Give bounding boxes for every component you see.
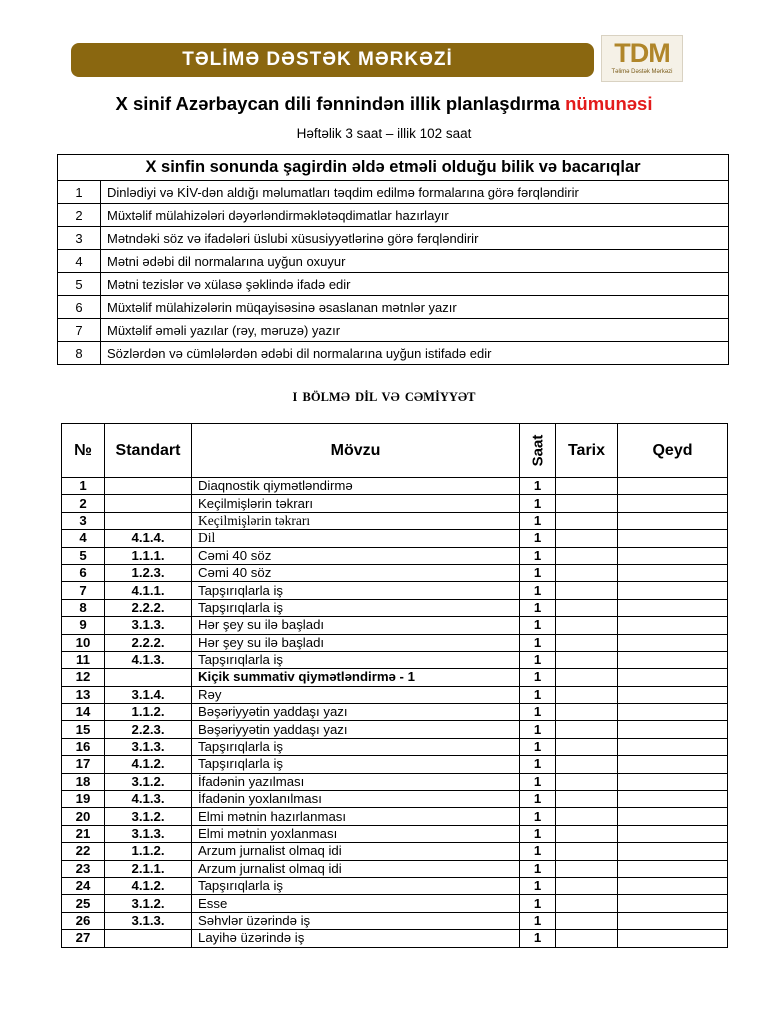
row-number: 10 xyxy=(62,634,105,651)
plan-row xyxy=(62,478,728,495)
row-hours: 1 xyxy=(520,599,556,616)
plan-row xyxy=(62,791,728,808)
plan-header-row xyxy=(62,424,728,478)
objective-row xyxy=(58,181,729,204)
row-note xyxy=(618,530,728,547)
row-topic: İfadənin yoxlanılması xyxy=(192,791,520,808)
row-date xyxy=(556,773,618,790)
row-date xyxy=(556,860,618,877)
objective-row xyxy=(58,250,729,273)
row-hours: 1 xyxy=(520,582,556,599)
row-topic: Bəşəriyyətin yaddaşı yazı xyxy=(192,721,520,738)
row-number: 25 xyxy=(62,895,105,912)
row-standart: 3.1.2. xyxy=(105,895,192,912)
row-hours: 1 xyxy=(520,512,556,529)
row-note xyxy=(618,721,728,738)
row-number: 15 xyxy=(62,721,105,738)
page-title-highlight: nümunəsi xyxy=(565,93,653,114)
plan-row xyxy=(62,686,728,703)
objective-row xyxy=(58,227,729,250)
row-standart: 2.2.3. xyxy=(105,721,192,738)
row-number: 14 xyxy=(62,704,105,721)
row-date xyxy=(556,495,618,512)
row-date xyxy=(556,686,618,703)
objective-number: 3 xyxy=(58,227,101,250)
row-topic: Arzum jurnalist olmaq idi xyxy=(192,843,520,860)
col-header-tarix: Tarix xyxy=(556,424,618,478)
row-number: 3 xyxy=(62,512,105,529)
row-number: 24 xyxy=(62,877,105,894)
objective-row xyxy=(58,296,729,319)
row-topic: Elmi mətnin hazırlanması xyxy=(192,808,520,825)
plan-row xyxy=(62,808,728,825)
objective-number: 4 xyxy=(58,250,101,273)
plan-row xyxy=(62,877,728,894)
objective-number: 6 xyxy=(58,296,101,319)
row-note xyxy=(618,617,728,634)
row-date xyxy=(556,564,618,581)
plan-row xyxy=(62,704,728,721)
row-number: 7 xyxy=(62,582,105,599)
row-standart: 2.2.2. xyxy=(105,634,192,651)
row-topic: Layihə üzərində iş xyxy=(192,930,520,947)
row-date xyxy=(556,478,618,495)
row-topic: Tapşırıqlarla iş xyxy=(192,599,520,616)
objectives-heading: X sinfin sonunda şagirdin əldə etməli olduğu bilik və bacarıqlar xyxy=(58,155,729,181)
row-topic: Tapşırıqlarla iş xyxy=(192,756,520,773)
row-standart: 3.1.3. xyxy=(105,617,192,634)
plan-body xyxy=(62,478,728,948)
page-subtitle: Həftəlik 3 saat – illik 102 saat xyxy=(296,126,472,141)
header-banner xyxy=(71,43,594,77)
row-number: 21 xyxy=(62,825,105,842)
page-title xyxy=(0,93,768,115)
plan-row xyxy=(62,617,728,634)
row-date xyxy=(556,512,618,529)
row-hours: 1 xyxy=(520,895,556,912)
row-topic: Hər şey su ilə başladı xyxy=(192,634,520,651)
row-topic: Tapşırıqlarla iş xyxy=(192,582,520,599)
plan-row xyxy=(62,634,728,651)
row-note xyxy=(618,582,728,599)
objective-number: 5 xyxy=(58,273,101,296)
objective-number: 1 xyxy=(58,181,101,204)
col-header-standart: Standart xyxy=(105,424,192,478)
col-header-qeyd: Qeyd xyxy=(618,424,728,478)
objective-text: Müxtəlif mülahizələri dəyərləndirməklətəqdimatlar hazırlayır xyxy=(101,204,729,227)
objective-text: Müxtəlif əməli yazılar (rəy, məruzə) yazır xyxy=(101,319,729,342)
row-standart: 4.1.4. xyxy=(105,530,192,547)
row-hours: 1 xyxy=(520,617,556,634)
row-hours: 1 xyxy=(520,773,556,790)
row-topic: Elmi mətnin yoxlanması xyxy=(192,825,520,842)
row-note xyxy=(618,704,728,721)
plan-row xyxy=(62,773,728,790)
plan-row xyxy=(62,756,728,773)
row-standart xyxy=(105,669,192,686)
row-standart: 3.1.3. xyxy=(105,825,192,842)
plan-row xyxy=(62,738,728,755)
logo-caption: Təlimə Dəstək Mərkəzi xyxy=(611,69,673,75)
row-number: 1 xyxy=(62,478,105,495)
tdm-logo xyxy=(601,35,683,82)
plan-row xyxy=(62,530,728,547)
row-number: 2 xyxy=(62,495,105,512)
row-topic: Hər şey su ilə başladı xyxy=(192,617,520,634)
section-title: I BÖLMƏ DİL VƏ CƏMİYYƏT xyxy=(292,390,476,404)
row-standart: 1.2.3. xyxy=(105,564,192,581)
row-hours: 1 xyxy=(520,721,556,738)
row-number: 13 xyxy=(62,686,105,703)
row-hours: 1 xyxy=(520,912,556,929)
row-hours: 1 xyxy=(520,808,556,825)
plan-row xyxy=(62,860,728,877)
row-standart: 4.1.2. xyxy=(105,877,192,894)
row-number: 8 xyxy=(62,599,105,616)
row-note xyxy=(618,825,728,842)
row-standart xyxy=(105,478,192,495)
row-topic: Tapşırıqlarla iş xyxy=(192,651,520,668)
plan-row xyxy=(62,825,728,842)
row-number: 23 xyxy=(62,860,105,877)
row-standart: 3.1.4. xyxy=(105,686,192,703)
row-note xyxy=(618,808,728,825)
row-standart xyxy=(105,512,192,529)
row-hours: 1 xyxy=(520,478,556,495)
row-topic: Cəmi 40 söz xyxy=(192,564,520,581)
row-hours: 1 xyxy=(520,860,556,877)
row-date xyxy=(556,930,618,947)
row-hours: 1 xyxy=(520,738,556,755)
row-standart: 4.1.3. xyxy=(105,651,192,668)
row-hours: 1 xyxy=(520,564,556,581)
row-hours: 1 xyxy=(520,669,556,686)
row-topic: Esse xyxy=(192,895,520,912)
objective-row xyxy=(58,273,729,296)
row-note xyxy=(618,669,728,686)
row-date xyxy=(556,843,618,860)
row-note xyxy=(618,756,728,773)
row-hours: 1 xyxy=(520,634,556,651)
plan-row xyxy=(62,721,728,738)
col-header-number: № xyxy=(62,424,105,478)
row-hours: 1 xyxy=(520,825,556,842)
plan-row xyxy=(62,495,728,512)
row-hours: 1 xyxy=(520,930,556,947)
objective-text: Sözlərdən və cümlələrdən ədəbi dil normalarına uyğun istifadə edir xyxy=(101,342,729,365)
row-number: 18 xyxy=(62,773,105,790)
row-topic: Dil xyxy=(192,530,520,547)
row-note xyxy=(618,860,728,877)
row-note xyxy=(618,773,728,790)
row-date xyxy=(556,704,618,721)
plan-row xyxy=(62,651,728,668)
row-note xyxy=(618,564,728,581)
row-note xyxy=(618,495,728,512)
row-date xyxy=(556,617,618,634)
row-hours: 1 xyxy=(520,686,556,703)
row-topic: Arzum jurnalist olmaq idi xyxy=(192,860,520,877)
plan-row xyxy=(62,582,728,599)
objectives-table xyxy=(57,154,729,365)
row-number: 27 xyxy=(62,930,105,947)
row-hours: 1 xyxy=(520,843,556,860)
row-standart: 1.1.1. xyxy=(105,547,192,564)
row-standart: 3.1.3. xyxy=(105,912,192,929)
row-topic: Rəy xyxy=(192,686,520,703)
objective-number: 7 xyxy=(58,319,101,342)
row-note xyxy=(618,634,728,651)
row-hours: 1 xyxy=(520,791,556,808)
row-note xyxy=(618,686,728,703)
objective-text: Müxtəlif mülahizələrin müqayisəsinə əsaslanan mətnlər yazır xyxy=(101,296,729,319)
plan-row xyxy=(62,547,728,564)
row-hours: 1 xyxy=(520,530,556,547)
row-number: 16 xyxy=(62,738,105,755)
row-topic: Tapşırıqlarla iş xyxy=(192,738,520,755)
row-note xyxy=(618,791,728,808)
plan-row xyxy=(62,930,728,947)
banner-title: TƏLİMƏ DƏSTƏK MƏRKƏZİ xyxy=(182,49,453,70)
row-number: 22 xyxy=(62,843,105,860)
row-note xyxy=(618,599,728,616)
row-note xyxy=(618,651,728,668)
row-note xyxy=(618,512,728,529)
row-number: 17 xyxy=(62,756,105,773)
row-standart: 4.1.2. xyxy=(105,756,192,773)
row-note xyxy=(618,877,728,894)
row-standart: 3.1.2. xyxy=(105,808,192,825)
objective-text: Mətndəki söz və ifadələri üslubi xüsusiyyətlərinə görə fərqləndirir xyxy=(101,227,729,250)
logo-mark: TDM xyxy=(614,38,670,68)
plan-row xyxy=(62,564,728,581)
row-hours: 1 xyxy=(520,704,556,721)
row-date xyxy=(556,721,618,738)
row-note xyxy=(618,738,728,755)
row-date xyxy=(556,634,618,651)
saat-label: Saat xyxy=(529,434,546,466)
row-number: 20 xyxy=(62,808,105,825)
row-topic: Cəmi 40 söz xyxy=(192,547,520,564)
row-number: 19 xyxy=(62,791,105,808)
row-topic: Bəşəriyyətin yaddaşı yazı xyxy=(192,704,520,721)
row-hours: 1 xyxy=(520,756,556,773)
row-hours: 1 xyxy=(520,495,556,512)
objective-text: Mətni ədəbi dil normalarına uyğun oxuyur xyxy=(101,250,729,273)
objective-text: Mətni tezislər və xülasə şəklində ifadə edir xyxy=(101,273,729,296)
row-hours: 1 xyxy=(520,651,556,668)
row-note xyxy=(618,930,728,947)
row-standart: 1.1.2. xyxy=(105,843,192,860)
objective-number: 8 xyxy=(58,342,101,365)
objective-text: Dinlədiyi və KİV-dən aldığı məlumatları təqdim edilmə formalarına görə fərqləndirir xyxy=(101,181,729,204)
row-number: 6 xyxy=(62,564,105,581)
row-topic: Keçilmişlərin təkrarı xyxy=(192,512,520,529)
row-standart: 3.1.2. xyxy=(105,773,192,790)
row-standart xyxy=(105,495,192,512)
row-date xyxy=(556,791,618,808)
objective-row xyxy=(58,204,729,227)
objective-row xyxy=(58,342,729,365)
plan-row xyxy=(62,895,728,912)
row-date xyxy=(556,669,618,686)
row-note xyxy=(618,547,728,564)
col-header-saat xyxy=(520,424,556,478)
row-number: 11 xyxy=(62,651,105,668)
row-number: 9 xyxy=(62,617,105,634)
page-title-main: X sinif Azərbaycan dili fənnindən illik planlaşdırma xyxy=(115,93,566,114)
col-header-movzu: Mövzu xyxy=(192,424,520,478)
plan-row xyxy=(62,512,728,529)
row-topic: Kiçik summativ qiymətləndirmə - 1 xyxy=(192,669,520,686)
row-standart: 2.1.1. xyxy=(105,860,192,877)
plan-row xyxy=(62,669,728,686)
row-date xyxy=(556,912,618,929)
row-hours: 1 xyxy=(520,547,556,564)
objective-number: 2 xyxy=(58,204,101,227)
row-date xyxy=(556,808,618,825)
row-standart: 3.1.3. xyxy=(105,738,192,755)
row-date xyxy=(556,651,618,668)
row-date xyxy=(556,582,618,599)
row-date xyxy=(556,599,618,616)
row-number: 26 xyxy=(62,912,105,929)
row-standart: 4.1.1. xyxy=(105,582,192,599)
plan-row xyxy=(62,912,728,929)
row-number: 4 xyxy=(62,530,105,547)
plan-table xyxy=(61,423,728,948)
row-standart: 2.2.2. xyxy=(105,599,192,616)
row-note xyxy=(618,478,728,495)
row-topic: Keçilmişlərin təkrarı xyxy=(192,495,520,512)
row-note xyxy=(618,912,728,929)
objectives-body xyxy=(58,181,729,365)
row-topic: Diaqnostik qiymətləndirmə xyxy=(192,478,520,495)
row-note xyxy=(618,843,728,860)
row-date xyxy=(556,756,618,773)
row-date xyxy=(556,738,618,755)
row-number: 12 xyxy=(62,669,105,686)
plan-row xyxy=(62,599,728,616)
row-date xyxy=(556,825,618,842)
row-topic: İfadənin yazılması xyxy=(192,773,520,790)
plan-row xyxy=(62,843,728,860)
objective-row xyxy=(58,319,729,342)
row-topic: Səhvlər üzərində iş xyxy=(192,912,520,929)
row-date xyxy=(556,530,618,547)
row-hours: 1 xyxy=(520,877,556,894)
row-note xyxy=(618,895,728,912)
row-topic: Tapşırıqlarla iş xyxy=(192,877,520,894)
row-standart: 1.1.2. xyxy=(105,704,192,721)
row-standart: 4.1.3. xyxy=(105,791,192,808)
row-date xyxy=(556,895,618,912)
row-number: 5 xyxy=(62,547,105,564)
row-date xyxy=(556,547,618,564)
row-standart xyxy=(105,930,192,947)
row-date xyxy=(556,877,618,894)
